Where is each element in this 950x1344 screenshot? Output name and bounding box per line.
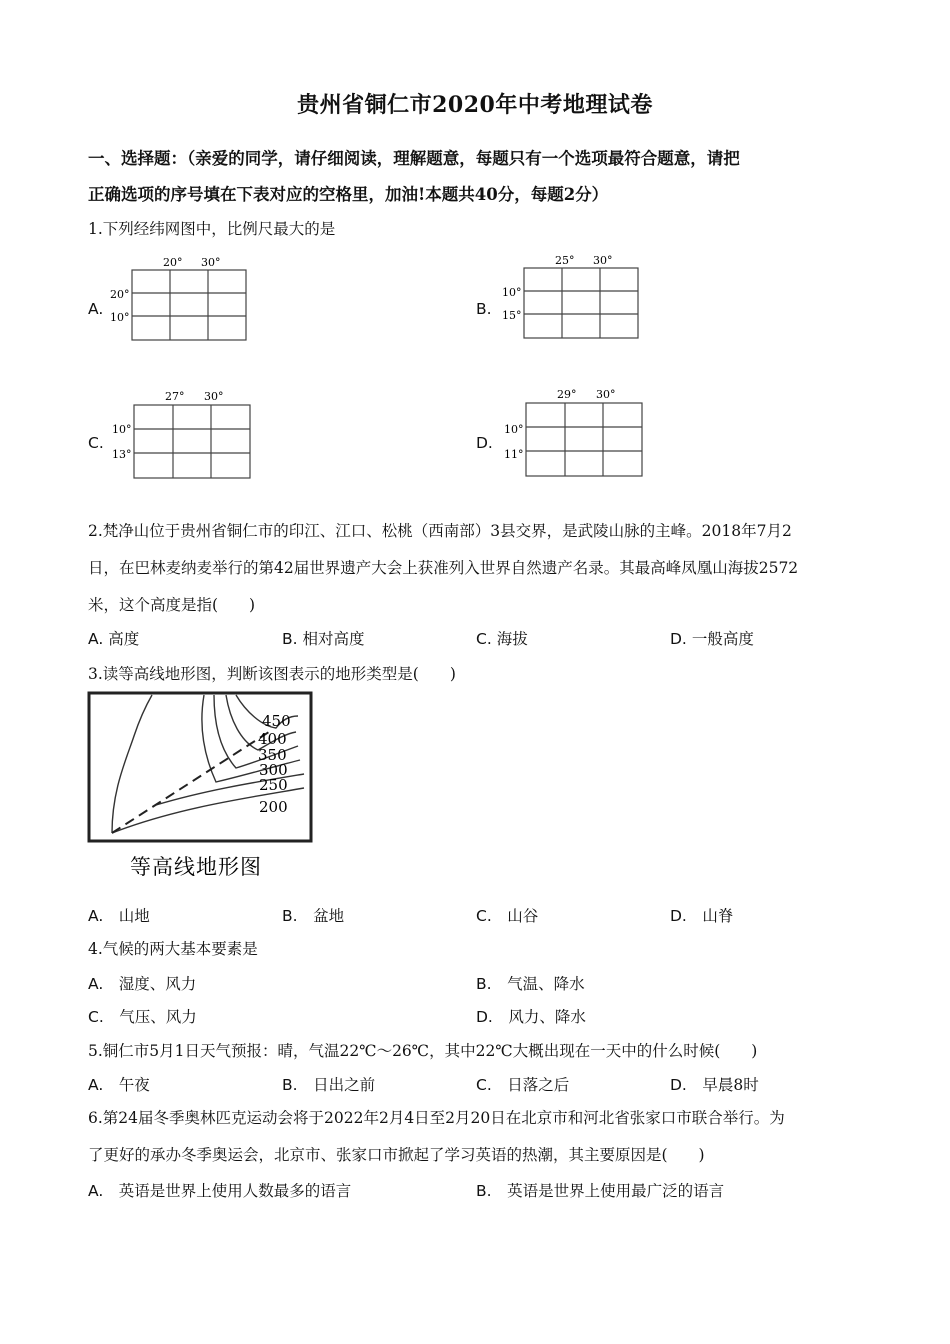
q1-a-top-label-2: 30° <box>201 256 221 269</box>
contour-label-300: 300 <box>259 761 288 779</box>
q3-option-c <box>476 904 538 926</box>
q5-option-b <box>282 1073 375 1095</box>
q2-option-c-label: C. <box>476 630 492 648</box>
q4-option-d-text: 风力、降水 <box>508 1008 586 1026</box>
q3-option-d <box>670 904 733 926</box>
q3-option-c-label: C. <box>476 907 492 925</box>
q3-option-d-text: 山脊 <box>702 907 734 925</box>
q1-d-graticule <box>526 403 642 476</box>
contour-label-250: 250 <box>259 776 288 794</box>
q2-option-d-text: 一般高度 <box>691 630 754 648</box>
question-1-stem: 1.下列经纬网图中，比例尺最大的是 <box>88 220 336 238</box>
q1-a-top-label-1: 20° <box>163 256 183 269</box>
q1-option-b-grid <box>500 250 645 342</box>
q1-d-left-label-1: 10° <box>504 423 524 436</box>
q1-option-c-label: C. <box>88 434 104 452</box>
q1-c-left-label-1: 10° <box>112 423 132 436</box>
q1-b-top-label-2: 30° <box>593 254 613 267</box>
q4-option-d-label: D. <box>476 1008 493 1026</box>
q5-option-c-label: C. <box>476 1076 492 1094</box>
q5-option-a-label: A. <box>88 1076 104 1094</box>
q1-a-graticule <box>132 270 246 340</box>
question-2-line3: 米，这个高度是指( ) <box>88 596 256 614</box>
q6-option-a-label: A. <box>88 1182 104 1200</box>
q5-option-c <box>476 1073 569 1095</box>
q1-b-left-label-1: 10° <box>502 286 522 299</box>
q4-option-c-text: 气压、风力 <box>119 1008 197 1026</box>
section-instruction-line2: 正确选项的序号填在下表对应的空格里，加油!本题共40分，每题2分） <box>88 185 609 204</box>
q4-option-b-label: B. <box>476 975 492 993</box>
q2-option-a-label: A. <box>88 630 104 648</box>
section-instruction-line1: 一、选择题：（亲爱的同学，请仔细阅读，理解题意，每题只有一个选项最符合题意，请把 <box>88 149 740 168</box>
q1-d-top-label-1: 29° <box>557 388 577 401</box>
q5-option-d <box>670 1073 759 1095</box>
q3-option-a-text: 山地 <box>118 907 150 925</box>
question-2-line2: 日，在巴林麦纳麦举行的第42届世界遗产大会上获准列入世界自然遗产名录。其最高峰凤凰山海拔2572 <box>88 559 799 577</box>
question-4-stem: 4.气候的两大基本要素是 <box>88 940 258 958</box>
q4-option-b-text: 气温、降水 <box>507 975 585 993</box>
q1-c-top-label-2: 30° <box>204 390 224 403</box>
question-5-stem: 5.铜仁市5月1日天气预报：晴，气温22℃～26℃，其中22℃大概出现在一天中的什么时候( ) <box>88 1042 758 1060</box>
q4-option-c <box>88 1005 197 1027</box>
question-6-line2: 了更好的承办冬季奥运会，北京市、张家口市掀起了学习英语的热潮，其主要原因是( ) <box>88 1146 705 1164</box>
q1-c-top-label-1: 27° <box>165 390 185 403</box>
q4-option-a-text: 湿度、风力 <box>118 975 197 993</box>
q4-option-a-label: A. <box>88 975 104 993</box>
q1-c-graticule <box>134 405 250 478</box>
question-6-line1: 6.第24届冬季奥林匹克运动会将于2022年2月4日至2月20日在北京市和河北省张家口市联合举行。为 <box>88 1109 785 1127</box>
q3-option-b <box>282 904 344 926</box>
q5-option-d-label: D. <box>670 1076 687 1094</box>
q1-b-left-label-2: 15° <box>502 309 522 322</box>
q2-option-d-label: D. <box>670 630 687 648</box>
q1-option-c-grid <box>108 386 258 482</box>
q4-option-b <box>476 972 585 994</box>
contour-label-450: 450 <box>262 712 291 730</box>
q5-option-b-label: B. <box>282 1076 298 1094</box>
q2-option-c-text: 海拔 <box>496 630 528 648</box>
q4-option-d <box>476 1005 586 1027</box>
q2-option-b-label: B. <box>282 630 298 648</box>
q2-option-a-text: 高度 <box>108 630 140 648</box>
q1-option-b-label: B. <box>476 300 492 318</box>
q5-option-d-text: 早晨8时 <box>702 1076 759 1094</box>
q1-a-left-label-1: 20° <box>110 288 130 301</box>
q1-b-top-label-1: 25° <box>555 254 575 267</box>
q1-d-left-label-2: 11° <box>504 448 524 461</box>
q1-d-top-label-2: 30° <box>596 388 616 401</box>
q6-option-a <box>88 1179 351 1201</box>
contour-label-400: 400 <box>258 730 287 748</box>
q3-option-d-label: D. <box>670 907 687 925</box>
q2-option-b-text: 相对高度 <box>302 630 365 648</box>
q1-a-left-label-2: 10° <box>110 311 130 324</box>
q1-b-graticule <box>524 268 638 338</box>
q3-option-b-text: 盆地 <box>313 907 345 925</box>
q1-c-left-label-2: 13° <box>112 448 132 461</box>
q6-option-b-label: B. <box>476 1182 492 1200</box>
q1-option-d-label: D. <box>476 434 493 452</box>
q3-option-a <box>88 904 150 926</box>
contour-label-200: 200 <box>259 798 288 816</box>
q2-option-c <box>476 627 528 649</box>
q3-option-a-label: A. <box>88 907 104 925</box>
question-2-line1: 2.梵净山位于贵州省铜仁市的印江、江口、松桃（西南部）3县交界，是武陵山脉的主峰。2018年7月2 <box>88 522 792 540</box>
q2-option-d <box>670 627 754 649</box>
contour-label-350: 350 <box>258 746 287 764</box>
q5-option-c-text: 日落之后 <box>507 1076 570 1094</box>
q1-option-a-grid <box>108 252 253 344</box>
q3-option-b-label: B. <box>282 907 298 925</box>
q2-option-b <box>282 627 365 649</box>
q6-option-a-text: 英语是世界上使用人数最多的语言 <box>118 1182 352 1200</box>
q6-option-b <box>476 1179 724 1201</box>
q4-option-a <box>88 972 196 994</box>
contour-map <box>86 690 326 886</box>
q2-option-a <box>88 627 139 649</box>
question-3-stem: 3.读等高线地形图，判断该图表示的地形类型是( ) <box>88 665 456 683</box>
q5-option-b-text: 日出之前 <box>313 1076 376 1094</box>
q4-option-c-label: C. <box>88 1008 104 1026</box>
contour-map-caption: 等高线地形图 <box>130 855 262 879</box>
q1-option-a-label: A. <box>88 300 104 318</box>
q5-option-a <box>88 1073 150 1095</box>
page-title: 贵州省铜仁市2020年中考地理试卷 <box>297 92 653 118</box>
q5-option-a-text: 午夜 <box>118 1076 150 1094</box>
q6-option-b-text: 英语是世界上使用最广泛的语言 <box>507 1182 725 1200</box>
q1-option-d-grid <box>500 384 650 480</box>
q3-option-c-text: 山谷 <box>507 907 539 925</box>
